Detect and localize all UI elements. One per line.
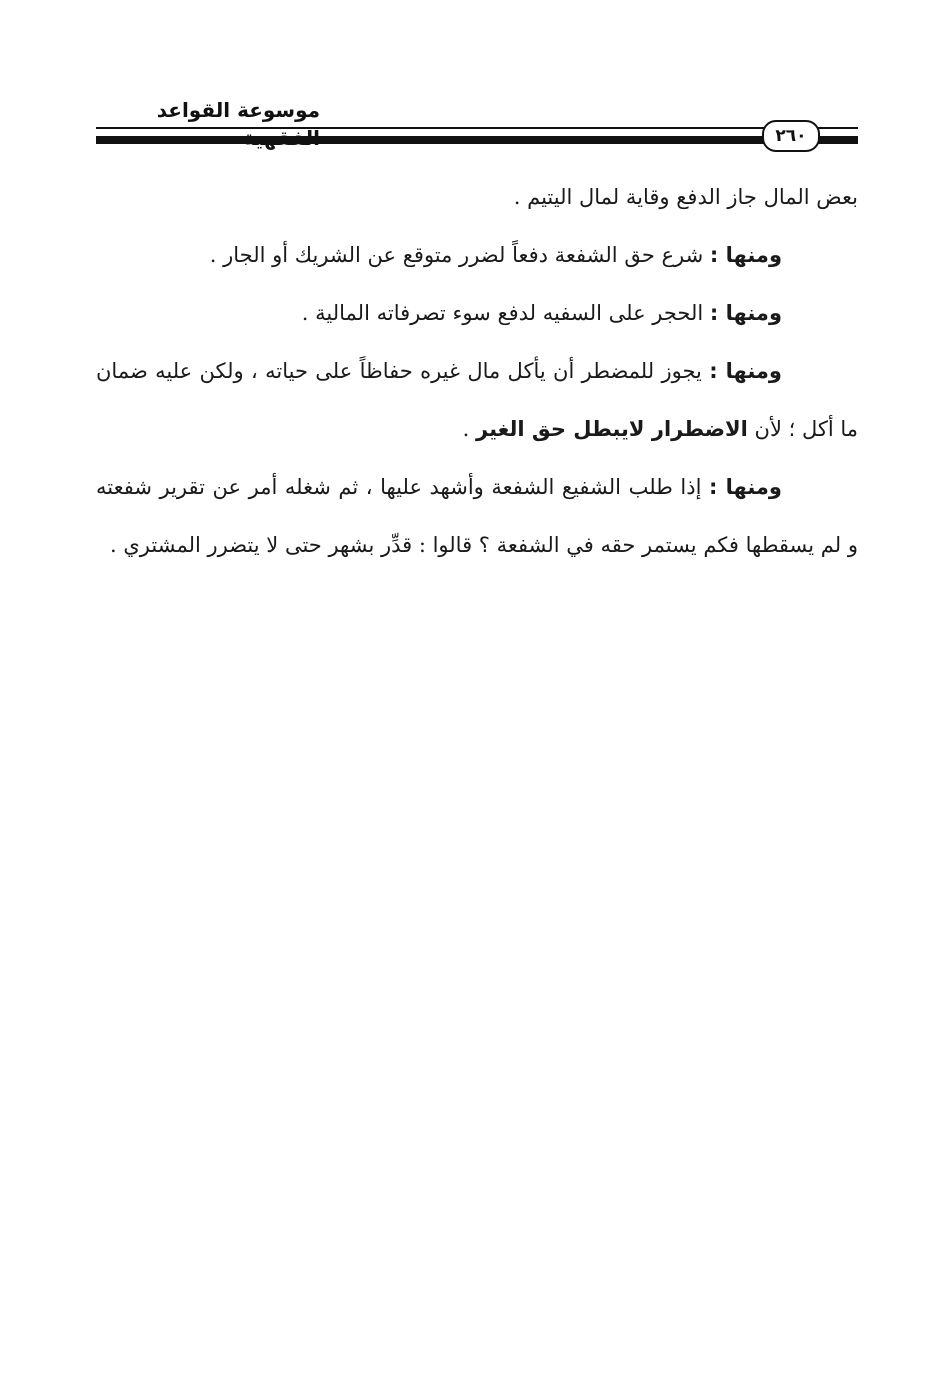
paragraph-interdiction [96,284,858,342]
paragraph-lead: ومنها : [709,301,782,325]
paragraph-text: يجوز للمضطر أن يأكل مال غيره حفاظاً على حياته ، ولكن عليه ضمان ما أكل ؛ لأن [96,359,858,441]
paragraph-lead: ومنها : [709,475,782,499]
header-rule-thin [96,127,764,129]
header-rule-thick [96,136,764,144]
paragraph-continuation [96,168,858,226]
emphasized-maxim: الاضطرار لايبطل حق الغير [476,417,748,441]
paragraph-preemption [96,226,858,284]
paragraph-preemption-period [96,458,858,574]
paragraph-necessity [96,342,858,458]
paragraph-lead: ومنها : [709,243,782,267]
header-rule-thin-right [818,127,858,129]
paragraph-lead: ومنها : [709,359,782,383]
paragraph-text: الحجر على السفيه لدفع سوء تصرفاته المالية . [301,301,704,325]
body-text [96,168,858,574]
paragraph-end: . [462,417,470,441]
running-title: موسوعة القواعد [156,98,320,122]
page-number-badge: ٢٦٠ [762,120,820,152]
paragraph-text: بعض المال جاز الدفع وقاية لمال اليتيم . [513,185,858,209]
paragraph-text: شرع حق الشفعة دفعاً لضرر متوقع عن الشريك أو الجار . [209,243,704,267]
paragraph-text: إذا طلب الشفيع الشفعة وأشهد عليها ، ثم شغله أمر عن تقرير شفعته و لم يسقطها فكم يستمر حقه في الشفعة ؟ قالوا : قدِّر بشهر حتى لا يتضرر المشتري . [96,475,858,557]
header-rule-thick-right [818,136,858,144]
